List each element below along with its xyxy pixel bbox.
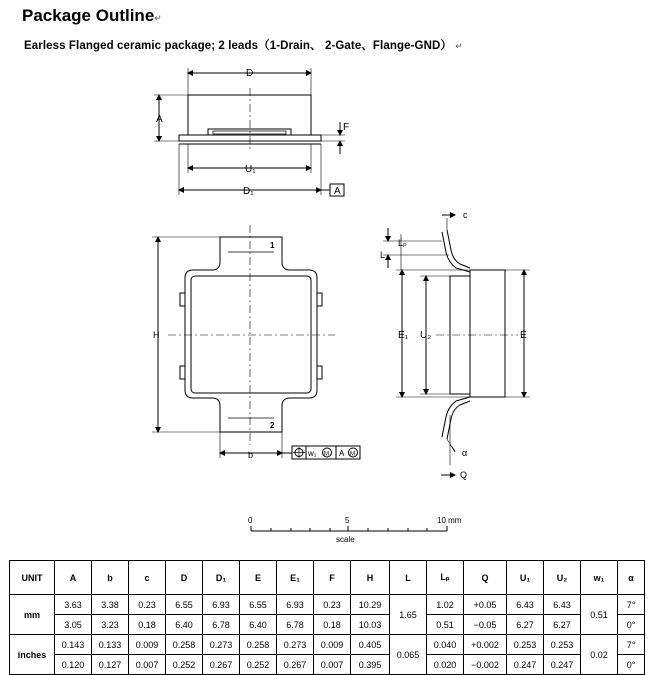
- label-D1: D₁: [243, 186, 254, 197]
- table-cell: 6.55: [240, 595, 277, 615]
- table-cell: 6.40: [166, 615, 203, 635]
- table-cell: 6.43: [507, 595, 544, 615]
- table-cell: 0.51: [427, 615, 464, 635]
- scale-end: 10 mm: [437, 516, 462, 525]
- label-alpha: α: [462, 448, 468, 458]
- label-U1: U₁: [245, 164, 256, 175]
- scale-caption: scale: [336, 535, 355, 544]
- table-cell: 6.27: [507, 615, 544, 635]
- table-cell: 0.127: [92, 655, 129, 675]
- tolerance-M2: M: [350, 451, 355, 458]
- table-cell: 7°: [618, 635, 645, 655]
- header-cell: E: [240, 561, 277, 595]
- unit-cell: mm: [10, 595, 55, 635]
- table-cell: 0.395: [351, 655, 390, 675]
- label-E: E: [520, 330, 527, 341]
- table-cell: 0.258: [240, 635, 277, 655]
- table-cell: 6.93: [277, 595, 314, 615]
- table-cell: 10.03: [351, 615, 390, 635]
- top-view: [152, 225, 360, 459]
- scale-bar: [251, 526, 447, 531]
- table-cell: 0.007: [314, 655, 351, 675]
- tolerance-M1: M: [324, 451, 329, 458]
- table-cell: 0.120: [55, 655, 92, 675]
- table-cell: 3.63: [55, 595, 92, 615]
- label-D: D: [246, 68, 254, 79]
- table-cell: 1.65: [390, 595, 427, 635]
- table-cell: 0.405: [351, 635, 390, 655]
- table-cell: 7°: [618, 595, 645, 615]
- table-cell: 0°: [618, 615, 645, 635]
- table-cell: 6.55: [166, 595, 203, 615]
- table-cell: 0°: [618, 655, 645, 675]
- table-cell: 6.43: [544, 595, 581, 615]
- header-cell: F: [314, 561, 351, 595]
- header-cell: b: [92, 561, 129, 595]
- tolerance-A: A: [339, 449, 345, 458]
- table-cell: 6.78: [203, 615, 240, 635]
- header-cell: Lₚ: [427, 561, 464, 595]
- side-view: [154, 68, 345, 196]
- header-cell: H: [351, 561, 390, 595]
- label-A: A: [156, 114, 163, 125]
- table-cell: 0.252: [240, 655, 277, 675]
- table-cell: 0.23: [314, 595, 351, 615]
- header-cell: U₁: [507, 561, 544, 595]
- table-cell: 0.143: [55, 635, 92, 655]
- table-cell: 0.253: [544, 635, 581, 655]
- header-cell: D₁: [203, 561, 240, 595]
- table-cell: 0.133: [92, 635, 129, 655]
- table-cell: 0.007: [129, 655, 166, 675]
- header-cell: E₁: [277, 561, 314, 595]
- table-cell: 0.009: [129, 635, 166, 655]
- label-c: c: [463, 210, 468, 220]
- header-cell: A: [55, 561, 92, 595]
- table-cell: 0.252: [166, 655, 203, 675]
- table-row-inches-max: [10, 635, 645, 655]
- header-cell: D: [166, 561, 203, 595]
- table-cell: 0.247: [507, 655, 544, 675]
- table-cell: 0.253: [507, 635, 544, 655]
- label-H: H: [153, 330, 160, 340]
- table-cell: 0.51: [581, 595, 618, 635]
- table-cell: 0.247: [544, 655, 581, 675]
- table-cell: 6.27: [544, 615, 581, 635]
- table-cell: +0.05: [464, 595, 507, 615]
- pin-1-label: 1: [270, 241, 275, 250]
- table-cell: 0.258: [166, 635, 203, 655]
- table-cell: 0.18: [129, 615, 166, 635]
- table-cell: 0.065: [390, 635, 427, 675]
- header-cell: w₁: [581, 561, 618, 595]
- table-cell: 6.78: [277, 615, 314, 635]
- table-cell: −0.05: [464, 615, 507, 635]
- table-cell: 0.18: [314, 615, 351, 635]
- table-cell: 3.38: [92, 595, 129, 615]
- table-cell: 6.40: [240, 615, 277, 635]
- label-L: L: [380, 250, 386, 260]
- header-cell: U₂: [544, 561, 581, 595]
- unit-cell: inches: [10, 635, 55, 675]
- table-cell: +0.002: [464, 635, 507, 655]
- table-cell: 1.02: [427, 595, 464, 615]
- table-cell: 3.23: [92, 615, 129, 635]
- table-cell: −0.002: [464, 655, 507, 675]
- side-profile-view: [383, 215, 530, 475]
- label-b: b: [248, 450, 254, 460]
- dimensions-table: [9, 560, 645, 675]
- header-cell: c: [129, 561, 166, 595]
- table-cell: 0.23: [129, 595, 166, 615]
- table-cell: 10.29: [351, 595, 390, 615]
- table-cell: 0.009: [314, 635, 351, 655]
- pin-2-label: 2: [270, 421, 275, 430]
- table-cell: 3.05: [55, 615, 92, 635]
- table-cell: 0.267: [203, 655, 240, 675]
- table-row-mm-min: [10, 615, 645, 635]
- header-cell: Q: [464, 561, 507, 595]
- label-F: F: [343, 122, 350, 133]
- label-Q: Q: [460, 470, 468, 480]
- table-cell: 0.020: [427, 655, 464, 675]
- header-cell: UNIT: [10, 561, 55, 595]
- table-cell: 0.040: [427, 635, 464, 655]
- table-cell: 0.273: [203, 635, 240, 655]
- table-cell: 0.02: [581, 635, 618, 675]
- label-U2: U₂: [420, 330, 432, 341]
- tolerance-w1: w₁: [308, 449, 317, 458]
- header-cell: L: [390, 561, 427, 595]
- table-cell: 6.93: [203, 595, 240, 615]
- scale-mid: 5: [345, 516, 350, 525]
- table-cell: 0.267: [277, 655, 314, 675]
- label-Lp: Lₚ: [398, 238, 407, 248]
- table-cell: 0.273: [277, 635, 314, 655]
- page-title: Package Outline↵: [22, 6, 162, 25]
- label-datum-A: A: [334, 186, 341, 197]
- label-E1: E₁: [398, 330, 409, 341]
- table-row-mm-max: [10, 595, 645, 615]
- header-cell: α: [618, 561, 645, 595]
- table-header-row: [10, 561, 645, 595]
- scale-start: 0: [248, 516, 253, 525]
- package-subtitle: Earless Flanged ceramic package; 2 leads（1-Drain、 2-Gate、Flange-GND） ↵: [24, 40, 463, 52]
